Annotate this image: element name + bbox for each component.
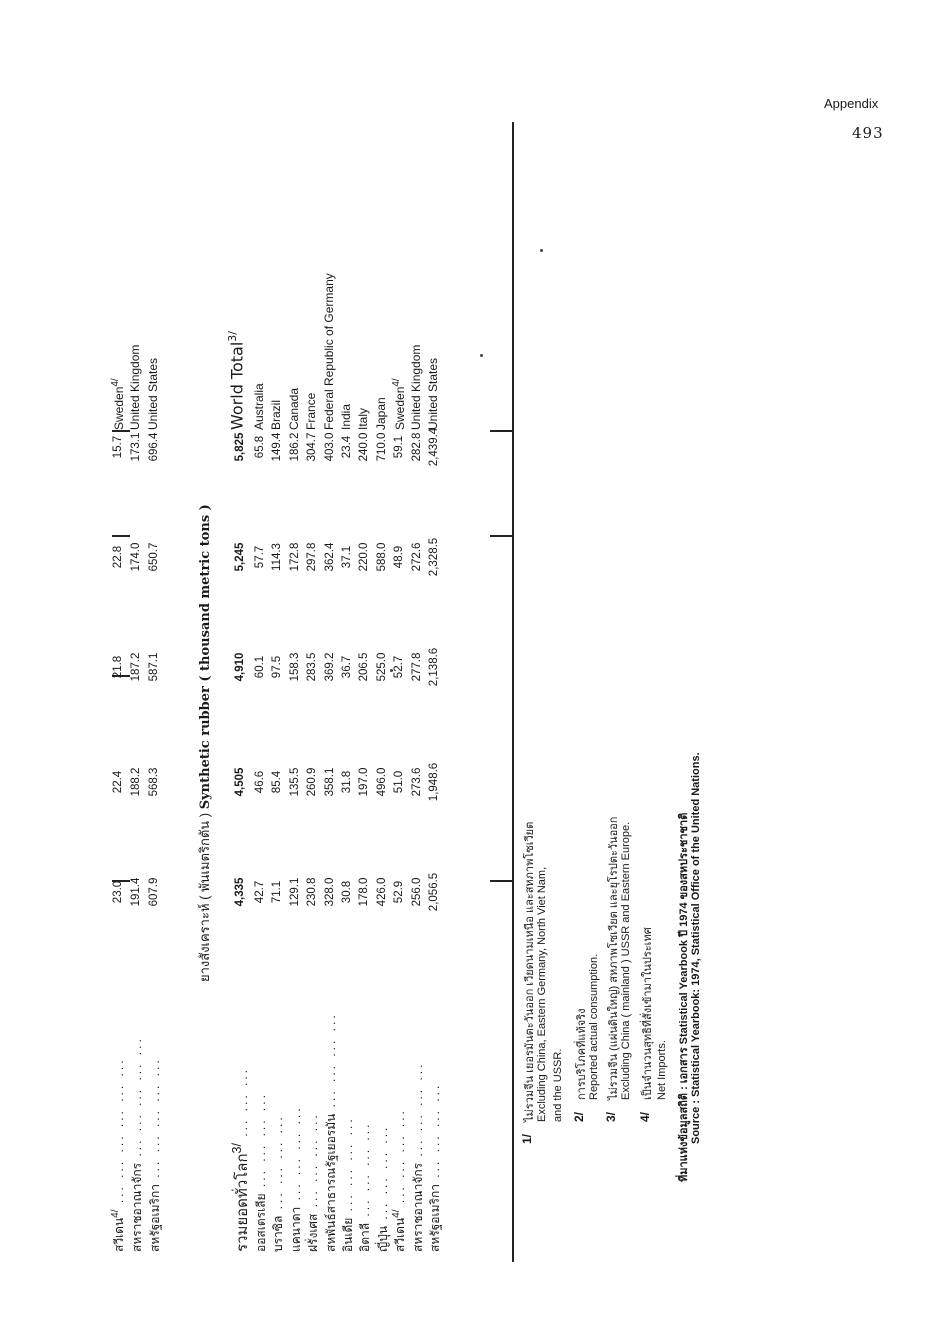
- cell: 52.9: [393, 880, 406, 904]
- total-cell: 4,910: [234, 652, 246, 682]
- footnote-2-en: Reported actual consumption.: [588, 953, 600, 1100]
- cell: 46.6: [254, 770, 266, 794]
- footnote-1-th: ไม่รวมจีน เยอรมันตะวันออก เวียดนามเหนือ และสหภาพโซเวียต: [524, 821, 536, 1122]
- cell: 31.8: [341, 770, 353, 794]
- row-label-th: สหราชอาณาจักร ... ... ... ... ...: [130, 1036, 144, 1252]
- col-divider-7: [490, 430, 512, 432]
- page-number: 493: [852, 124, 884, 142]
- total-row-label: รวมยอดทั่วโลก$^{3/}$ ... ... ...: [230, 1066, 251, 1252]
- cell: 30.8: [341, 880, 353, 904]
- cell: 607.9: [148, 877, 160, 907]
- footnote-2-th: การบริโภคที่แท้จริง: [576, 1008, 588, 1100]
- total-cell: 4,505: [234, 767, 246, 797]
- total-cell: 4,335: [234, 877, 246, 907]
- row-label-th: ออสเตรเลีย ... ... ... ...: [254, 1092, 268, 1252]
- cell: 206.5: [358, 652, 371, 682]
- cell: 283.5: [306, 652, 319, 682]
- total-row-label-en: World Total$^{3/}$: [226, 330, 247, 430]
- cell: 186.2: [288, 432, 301, 462]
- cell: 37.1: [341, 545, 353, 569]
- cell: 2,439.4: [428, 427, 440, 467]
- row-label-en: Canada: [286, 387, 301, 430]
- cell: 158.3: [288, 652, 301, 682]
- cell: 2,138.6: [428, 647, 440, 687]
- footnote-1-en-b: and the USSR.: [552, 1048, 564, 1122]
- rotated-table-page: [90, 122, 850, 1262]
- cell: 22.8: [112, 545, 124, 569]
- footnote-mark-4: 4/: [638, 1111, 652, 1122]
- cell: 220.0: [358, 542, 371, 572]
- row-label-en: India: [339, 403, 353, 430]
- row-label-en: Australia: [252, 383, 266, 430]
- cell: 260.9: [306, 767, 319, 797]
- cell: 1,948.6: [428, 762, 440, 802]
- cell: 297.8: [306, 542, 319, 572]
- cell: 256.0: [410, 877, 423, 907]
- row-label-th: บราซิล ... ... ... ...: [271, 1114, 286, 1252]
- row-label-th: สหรัฐอเมริกา ... ... ... ... ...: [148, 1057, 162, 1252]
- section-caption: ยางสังเคราะห์ ( พันเมตริกตัน ) Synthetic rubber ( thousand metric tons ): [197, 504, 213, 982]
- leader-dots: ... ... ... ...: [358, 1121, 373, 1223]
- row-label-en: United Kingdom: [408, 344, 423, 430]
- cell: 129.1: [288, 877, 301, 907]
- cell: 2,056.5: [428, 872, 440, 912]
- cell: 328.0: [323, 877, 336, 907]
- cell: 696.4: [148, 432, 160, 462]
- cell: 282.8: [410, 432, 423, 462]
- row-label-en: Sweden$^{4/}$: [110, 378, 126, 430]
- row-label-en: Italy: [356, 407, 371, 430]
- row-label-th: สวีเดน$^{4/}$ ... ... ... ... ... ...: [110, 1057, 126, 1252]
- footnote-mark-1: 1/: [520, 1133, 534, 1144]
- cell: 22.4: [112, 770, 124, 794]
- cell: 59.1: [393, 435, 406, 459]
- cell: 42.7: [254, 880, 266, 904]
- cell: 23.0: [112, 880, 124, 904]
- row-label-en: Japan: [373, 397, 388, 430]
- cell: 60.1: [254, 655, 266, 679]
- cell: 188.2: [130, 767, 142, 797]
- cell: 426.0: [375, 877, 388, 907]
- total-cell: 5,245: [234, 542, 246, 572]
- cell: 191.4: [130, 877, 142, 907]
- row-label-th: สวีเดน$^{4/}$ ... ... ... ...: [391, 1108, 408, 1252]
- right-border-rule: [512, 122, 514, 1262]
- source-en: Source : Statistical Yearbook: 1974, Statistical Office of the United Nations.: [690, 752, 702, 1144]
- row-label-th: อินเดีย ... ... ... ...: [341, 1116, 355, 1252]
- cell: 187.2: [130, 652, 142, 682]
- cell: 36.7: [341, 655, 353, 679]
- row-label-en: Federal Republic of Germany: [321, 273, 336, 430]
- cell: 65.8: [254, 435, 266, 459]
- cell: 149.4: [271, 432, 284, 462]
- row-label-th: ฝรั่งเศส ... ... ... ...: [306, 1112, 321, 1252]
- footnote-1-en-a: Excluding China, Eastern Germany, North Viet Nam,: [536, 866, 548, 1122]
- cell: 230.8: [306, 877, 319, 907]
- scan-speck: [540, 249, 543, 252]
- cell: 135.5: [288, 767, 301, 797]
- cell: 369.2: [323, 652, 336, 682]
- row-label-en: United Kingdom: [128, 344, 142, 430]
- leader-dots: ... ... ... ...: [288, 1105, 303, 1207]
- footnote-mark-2: 2/: [572, 1111, 586, 1122]
- leader-dots: ... ... ... ...: [323, 1012, 338, 1114]
- leader-dots: ... ... ... ...: [428, 1082, 442, 1185]
- leader-dots: ... ... ... ...: [341, 1116, 355, 1218]
- row-label-th: อิตาลี ... ... ... ...: [358, 1121, 373, 1252]
- cell: 277.8: [410, 652, 423, 682]
- cell: 173.1: [130, 432, 142, 462]
- cell: 71.1: [271, 880, 284, 904]
- cell: 588.0: [375, 542, 388, 572]
- cell: 496.0: [375, 767, 388, 797]
- cell: 172.8: [288, 542, 301, 572]
- scan-speck: [480, 354, 483, 357]
- total-cell: 5,825: [234, 432, 246, 462]
- cell: 650.7: [148, 542, 160, 572]
- cell: 362.4: [323, 542, 336, 572]
- row-label-en: Sweden$^{4/}$: [391, 378, 408, 430]
- footnote-4-en: Net Imports.: [656, 1040, 668, 1100]
- row-label-th: ญี่ปุ่น ... ... ... ...: [375, 1124, 390, 1252]
- source-th: ที่มาแห่งข้อมูลสถิติ : เอกสาร Statistical Yearbook ปี 1974 ของสหประชาชาติ: [678, 812, 690, 1182]
- cell: 710.0: [375, 432, 388, 462]
- cell: 197.0: [358, 767, 371, 797]
- cell: 51.0: [393, 770, 406, 794]
- footnote-4-th: เป็นจำนวนสุทธิที่สั่งเข้ามาในประเทศ: [642, 927, 654, 1100]
- footnote-3-en: Excluding China ( mainland ) USSR and Eastern Europe.: [620, 821, 632, 1100]
- footnote-3-th: ไม่รวมจีน (แผ่นดินใหญ่) สหภาพโซเวียต และยุโรปตะวันออก: [608, 816, 620, 1100]
- cell: 85.4: [271, 770, 284, 794]
- row-label-th: สหราชอาณาจักร ... ... ... ...: [410, 1061, 425, 1252]
- row-label-en: Brazil: [269, 399, 284, 430]
- cell: 52.7: [393, 655, 406, 679]
- col-divider-6: [490, 535, 512, 537]
- cell: 114.3: [271, 543, 284, 571]
- cell: 57.7: [254, 545, 266, 569]
- leader-dots: ... ... ... ...: [271, 1114, 286, 1216]
- cell: 525.0: [375, 652, 388, 682]
- footnote-mark-3: 3/: [604, 1111, 618, 1122]
- row-label-en: United States: [426, 357, 440, 430]
- cell: 273.6: [410, 767, 423, 797]
- cell: 304.7: [306, 432, 319, 462]
- cell: 23.4: [341, 435, 353, 459]
- cell: 48.9: [393, 545, 406, 569]
- cell: 272.6: [410, 542, 423, 572]
- cell: 403.0: [323, 432, 336, 462]
- leader-dots: ... ... ... ...: [306, 1112, 321, 1214]
- cell: 174.0: [130, 542, 142, 572]
- leader-dots: ... ... ... ...: [393, 1108, 408, 1210]
- cell: 178.0: [358, 877, 371, 907]
- leader-dots: ... ... ... ...: [375, 1124, 390, 1226]
- row-label-th: สหพันธ์สาธารณรัฐเยอรมัน ... ... ... ...: [323, 1012, 338, 1252]
- cell: 15.7: [112, 435, 124, 459]
- cell: 240.0: [358, 432, 371, 462]
- cell: 97.5: [271, 655, 284, 679]
- cell: 358.1: [323, 767, 336, 797]
- col-divider-5: [490, 880, 512, 882]
- appendix-header: Appendix: [824, 96, 879, 111]
- cell: 21.8: [112, 655, 124, 679]
- row-label-en: United States: [146, 357, 160, 430]
- row-label-th: แคนาดา ... ... ... ...: [288, 1105, 303, 1252]
- row-label-en: France: [304, 392, 319, 430]
- cell: 568.3: [148, 767, 160, 797]
- scan-speck: [390, 669, 393, 672]
- row-label-th: สหรัฐอเมริกา ... ... ... ...: [428, 1082, 442, 1252]
- leader-dots: ... ... ... ...: [410, 1061, 425, 1163]
- leader-dots: ... ... ... ...: [254, 1092, 268, 1194]
- cell: 2,328.5: [428, 537, 440, 577]
- cell: 587.1: [148, 652, 160, 682]
